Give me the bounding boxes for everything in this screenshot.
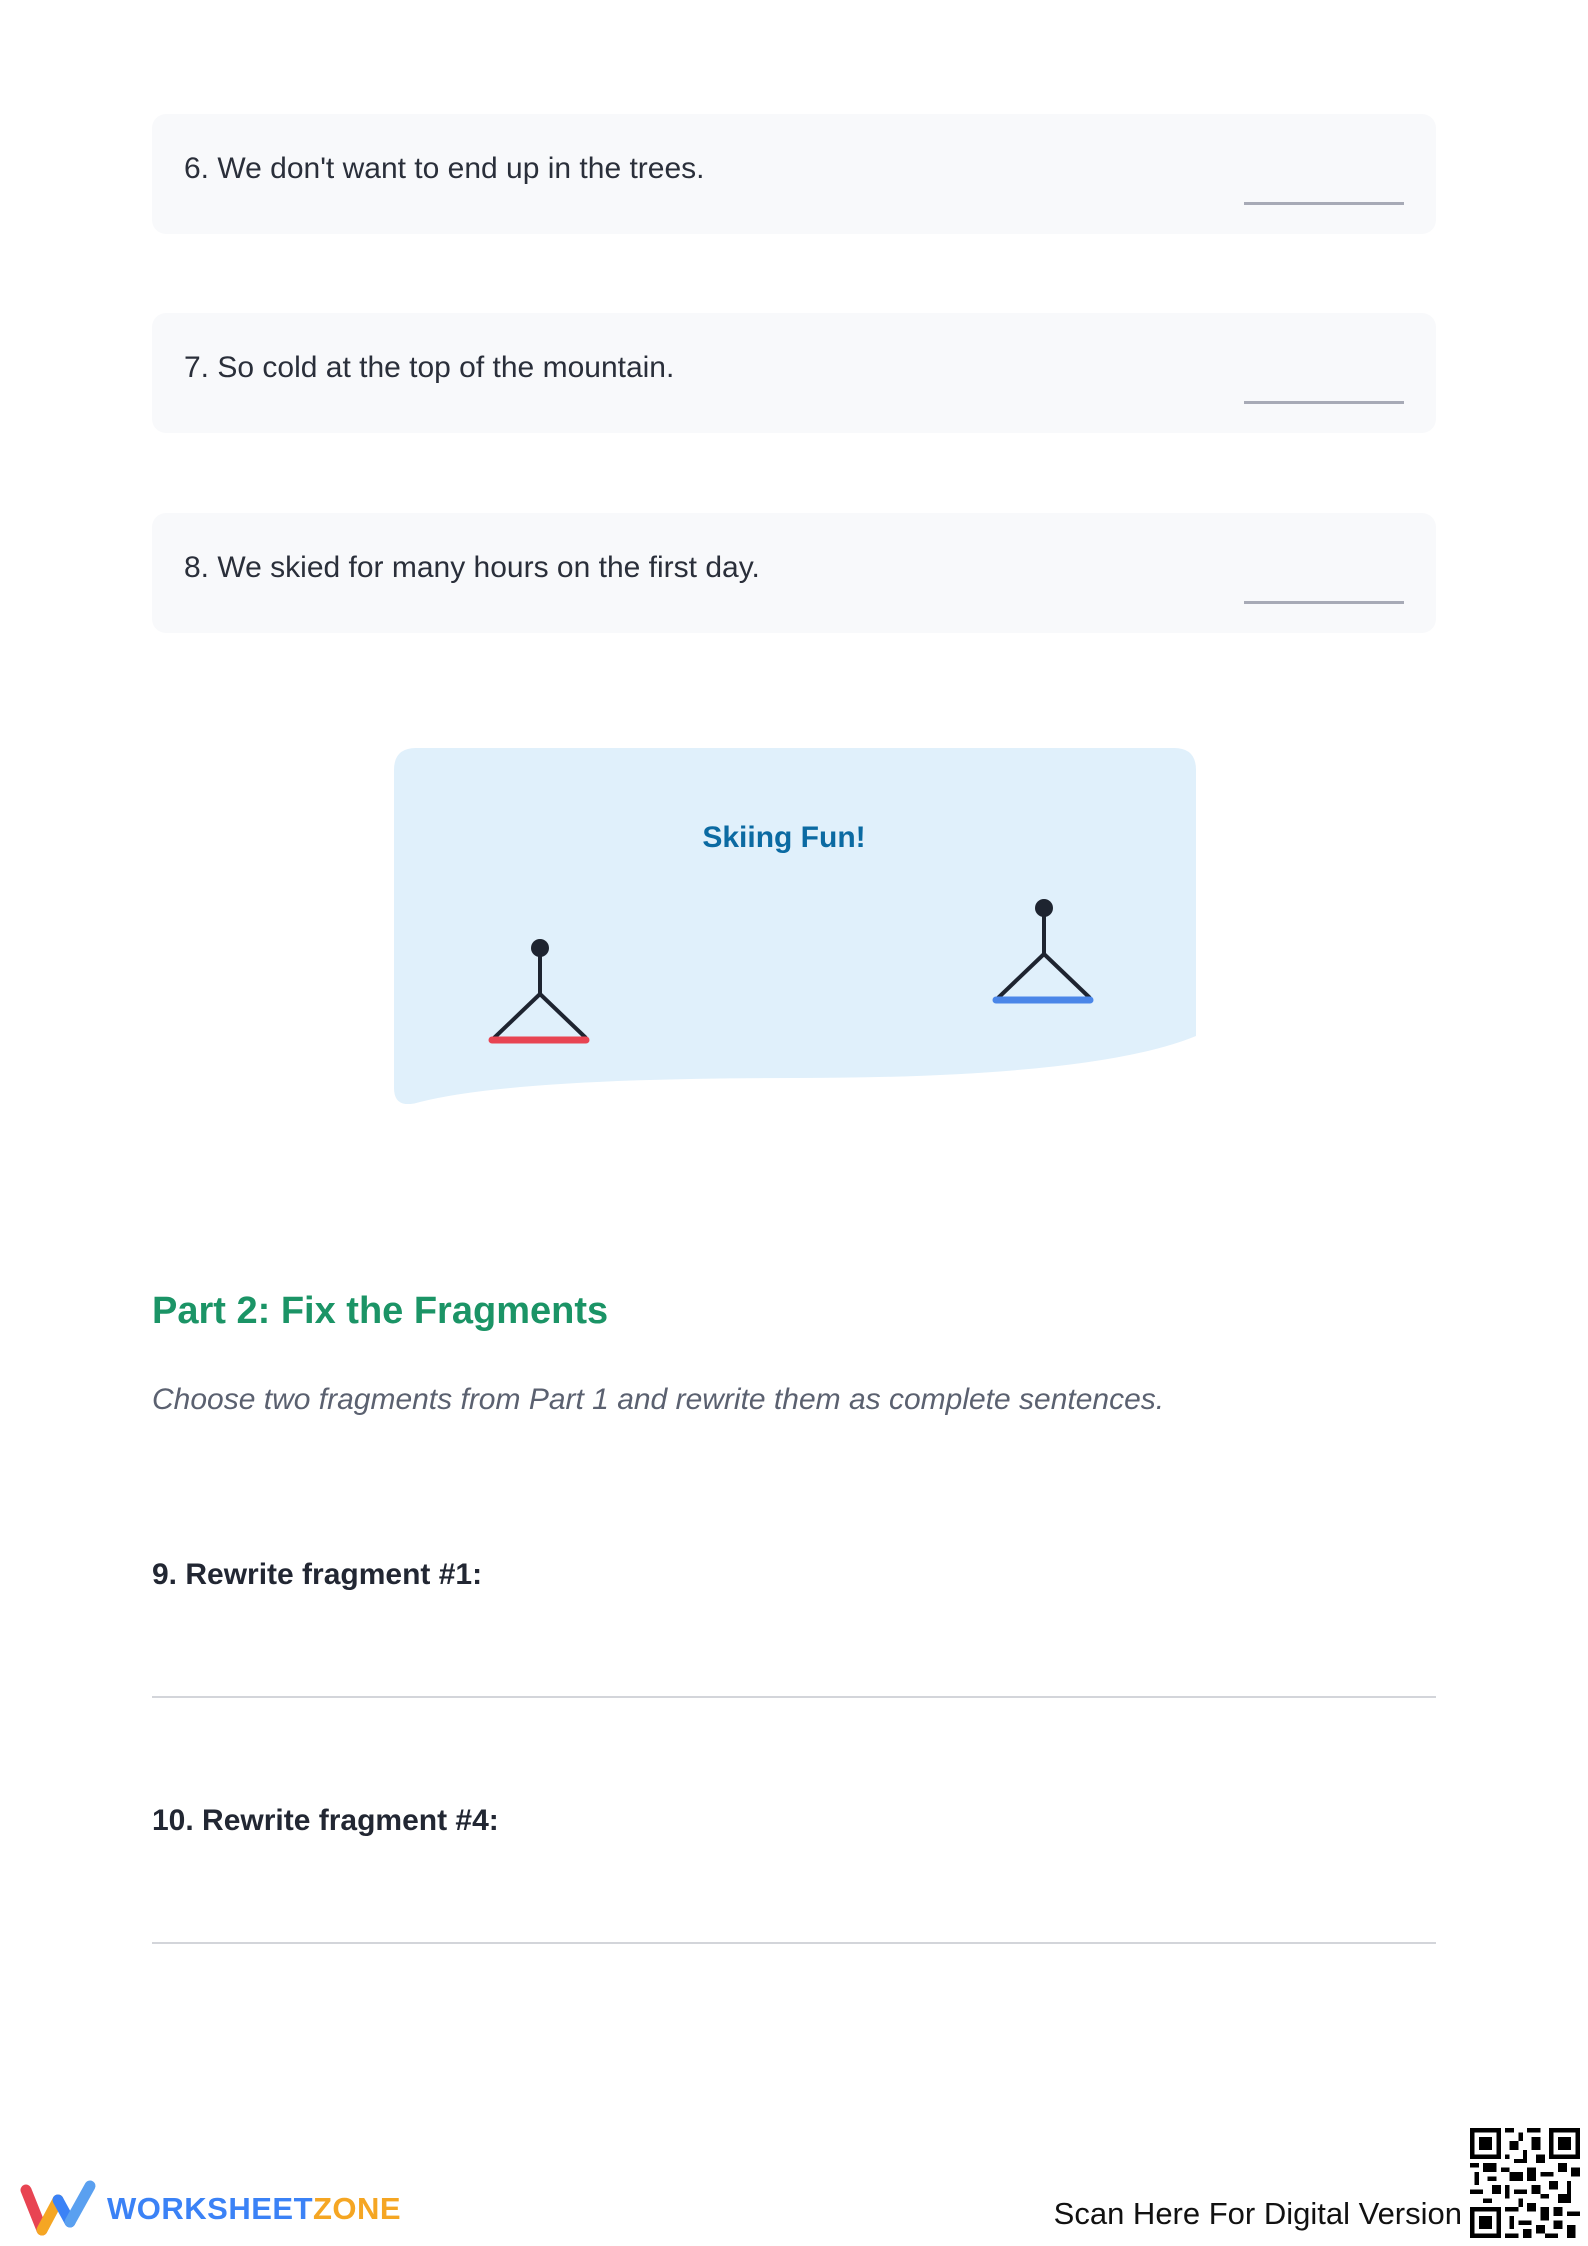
answer-line-1[interactable] xyxy=(152,1696,1436,1698)
question-card-6 xyxy=(152,114,1436,234)
part2-instructions: Choose two fragments from Part 1 and rewrite them as complete sentences. xyxy=(152,1383,1165,1416)
skiing-illustration xyxy=(394,748,1196,1104)
answer-line-2[interactable] xyxy=(152,1942,1436,1944)
scan-text: Scan Here For Digital Version xyxy=(1053,2196,1462,2231)
answer-blank[interactable] xyxy=(1244,401,1404,404)
question-card-7 xyxy=(152,313,1436,433)
question-text: 7. So cold at the top of the mountain. xyxy=(184,351,675,384)
illustration-title: Skiing Fun! xyxy=(702,821,866,854)
answer-blank[interactable] xyxy=(1244,202,1404,205)
part2-heading: Part 2: Fix the Fragments xyxy=(152,1290,609,1332)
rewrite-prompt-2: 10. Rewrite fragment #4: xyxy=(152,1804,499,1837)
qr-code-icon[interactable] xyxy=(1470,2128,1580,2238)
answer-blank[interactable] xyxy=(1244,601,1404,604)
snow-panel xyxy=(394,748,1196,1104)
rewrite-prompt-1: 9. Rewrite fragment #1: xyxy=(152,1558,483,1591)
question-card-8 xyxy=(152,513,1436,633)
brand-wordmark xyxy=(107,2191,401,2227)
brand-part1: WORKSHEET xyxy=(107,2191,313,2226)
worksheetzone-logo-icon xyxy=(20,2178,100,2238)
brand-part2: ZONE xyxy=(313,2191,402,2226)
question-text: 6. We don't want to end up in the trees. xyxy=(184,152,705,185)
question-text: 8. We skied for many hours on the first day. xyxy=(184,551,760,584)
